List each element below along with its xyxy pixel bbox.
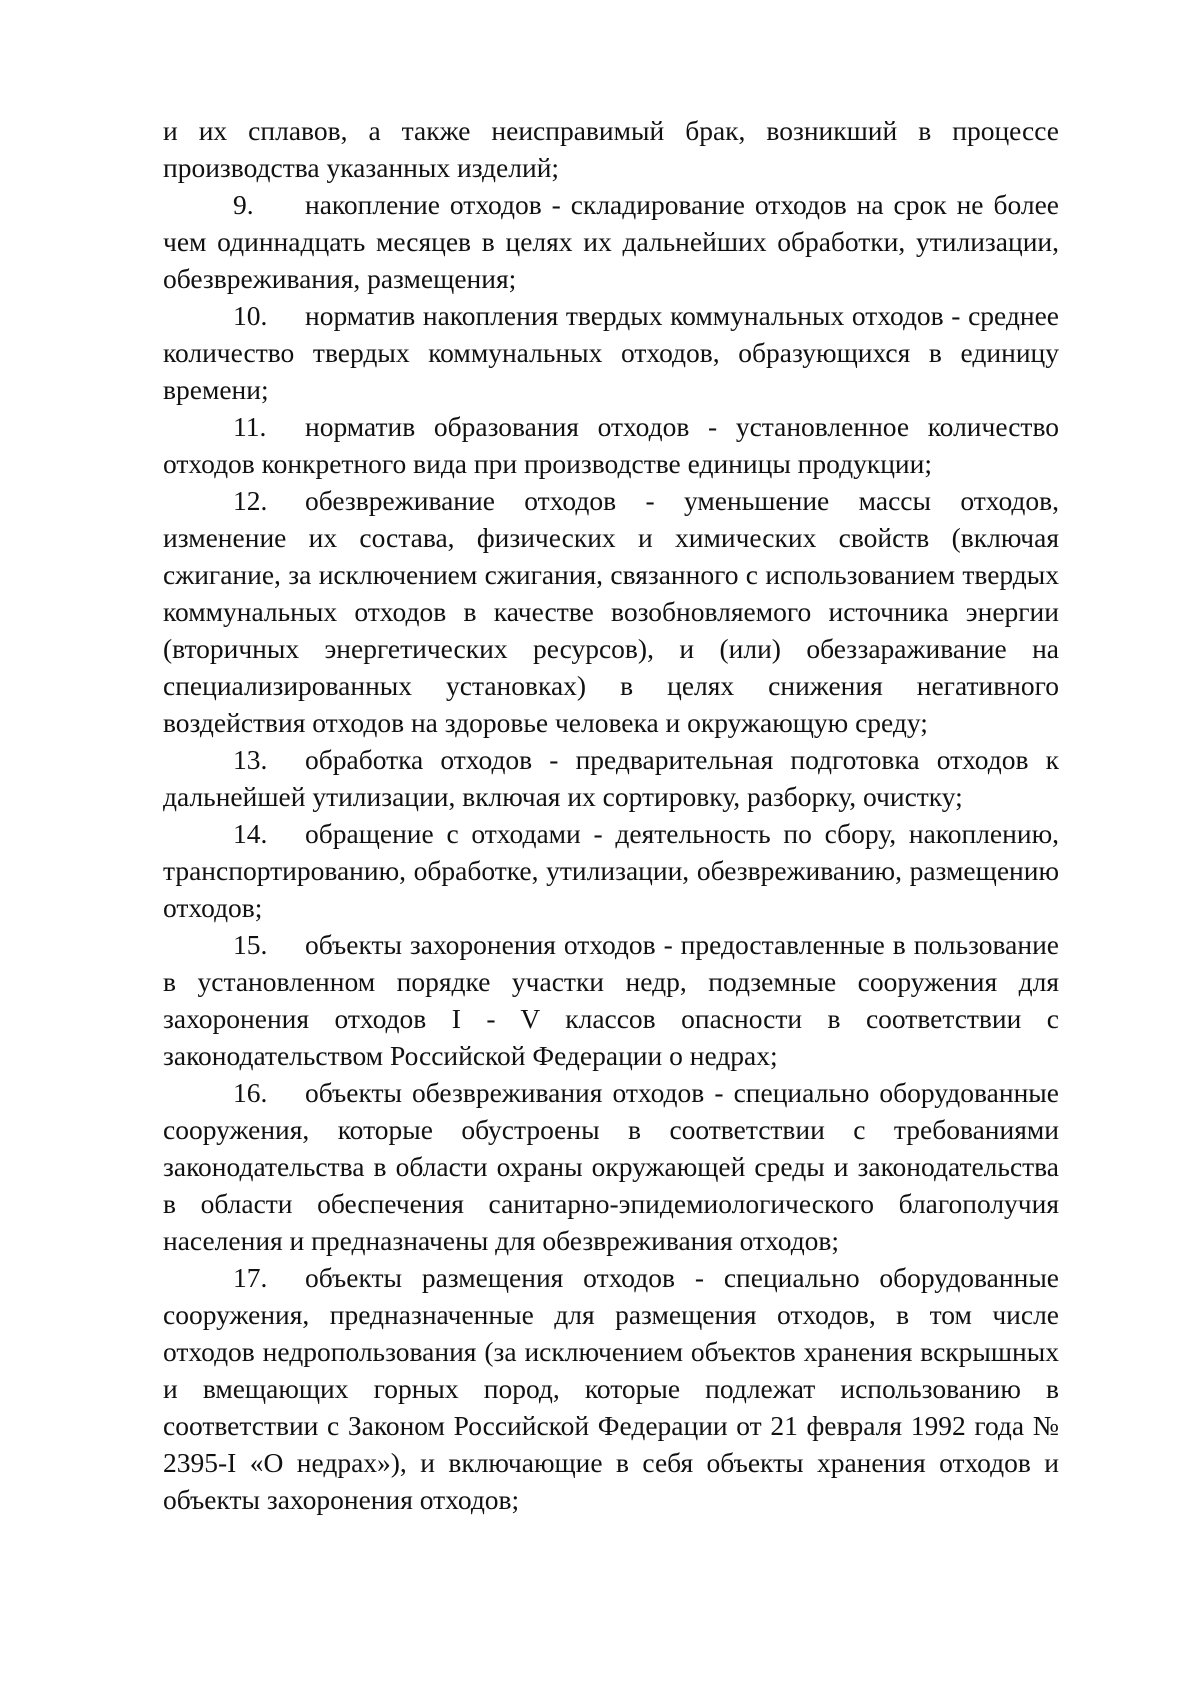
item-text: обращение с отходами - деятельность по сбору, накоплению, транспортированию, обработке, утилизации, обезвреживанию, размещению отходов; [163,818,1059,923]
item-number: 9. [233,189,254,220]
item-text: обработка отходов - предварительная подготовка отходов к дальнейшей утилизации, включая их сортировку, разборку, очистку; [163,744,1059,812]
definition-item-9 [163,186,1059,297]
item-text: объекты обезвреживания отходов - специально оборудованные сооружения, которые обустроены в соответствии с требованиями законодательства в области охраны окружающей среды и законодательства в области обеспечения санитарно-эпидемиологического благополучия населения и предназначены для обезвреживания отходов; [163,1077,1059,1256]
continuation-paragraph: и их сплавов, а также неисправимый брак, возникший в процессе производства указанных изделий; [163,115,1059,183]
definition-item-17 [163,1259,1059,1518]
document-page [163,112,1059,1518]
item-number: 16. [233,1077,268,1108]
item-number: 17. [233,1262,268,1293]
definition-item-15 [163,926,1059,1074]
definition-item-12 [163,482,1059,741]
definition-item-10 [163,297,1059,408]
definition-item-13 [163,741,1059,815]
definition-item-14 [163,815,1059,926]
item-text: норматив образования отходов - установленное количество отходов конкретного вида при производстве единицы продукции; [163,411,1059,479]
definition-item-16 [163,1074,1059,1259]
item-number: 12. [233,485,268,516]
definition-item-11 [163,408,1059,482]
item-number: 11. [233,411,267,442]
item-text: обезвреживание отходов - уменьшение массы отходов, изменение их состава, физических и химических свойств (включая сжигание, за исключением сжигания, связанного с использованием твердых коммунальных отходов в качестве возобновляемого источника энергии (вторичных энергетических ресурсов), и (или) обеззараживание на специализированных установках) в целях снижения негативного воздействия отходов на здоровье человека и окружающую среду; [163,485,1059,738]
item-number: 10. [233,300,268,331]
item-text: накопление отходов - складирование отходов на срок не более чем одиннадцать месяцев в целях их дальнейших обработки, утилизации, обезвреживания, размещения; [163,189,1059,294]
item-text: объекты захоронения отходов - предоставленные в пользование в установленном порядке участки недр, подземные сооружения для захоронения отходов I - V классов опасности в соответствии с законодательством Российской Федерации о недрах; [163,929,1059,1071]
item-number: 13. [233,744,268,775]
item-number: 14. [233,818,268,849]
item-text: объекты размещения отходов - специально оборудованные сооружения, предназначенные для размещения отходов, в том числе отходов недропользования (за исключением объектов хранения вскрышных и вмещающих горных пород, которые подлежат использованию в соответствии с Законом Российской Федерации от 21 февраля 1992 года № 2395-I «О недрах»), и включающие в себя объекты хранения отходов и объекты захоронения отходов; [163,1262,1059,1515]
item-number: 15. [233,929,268,960]
item-text: норматив накопления твердых коммунальных отходов - среднее количество твердых коммунальных отходов, образующихся в единицу времени; [163,300,1059,405]
